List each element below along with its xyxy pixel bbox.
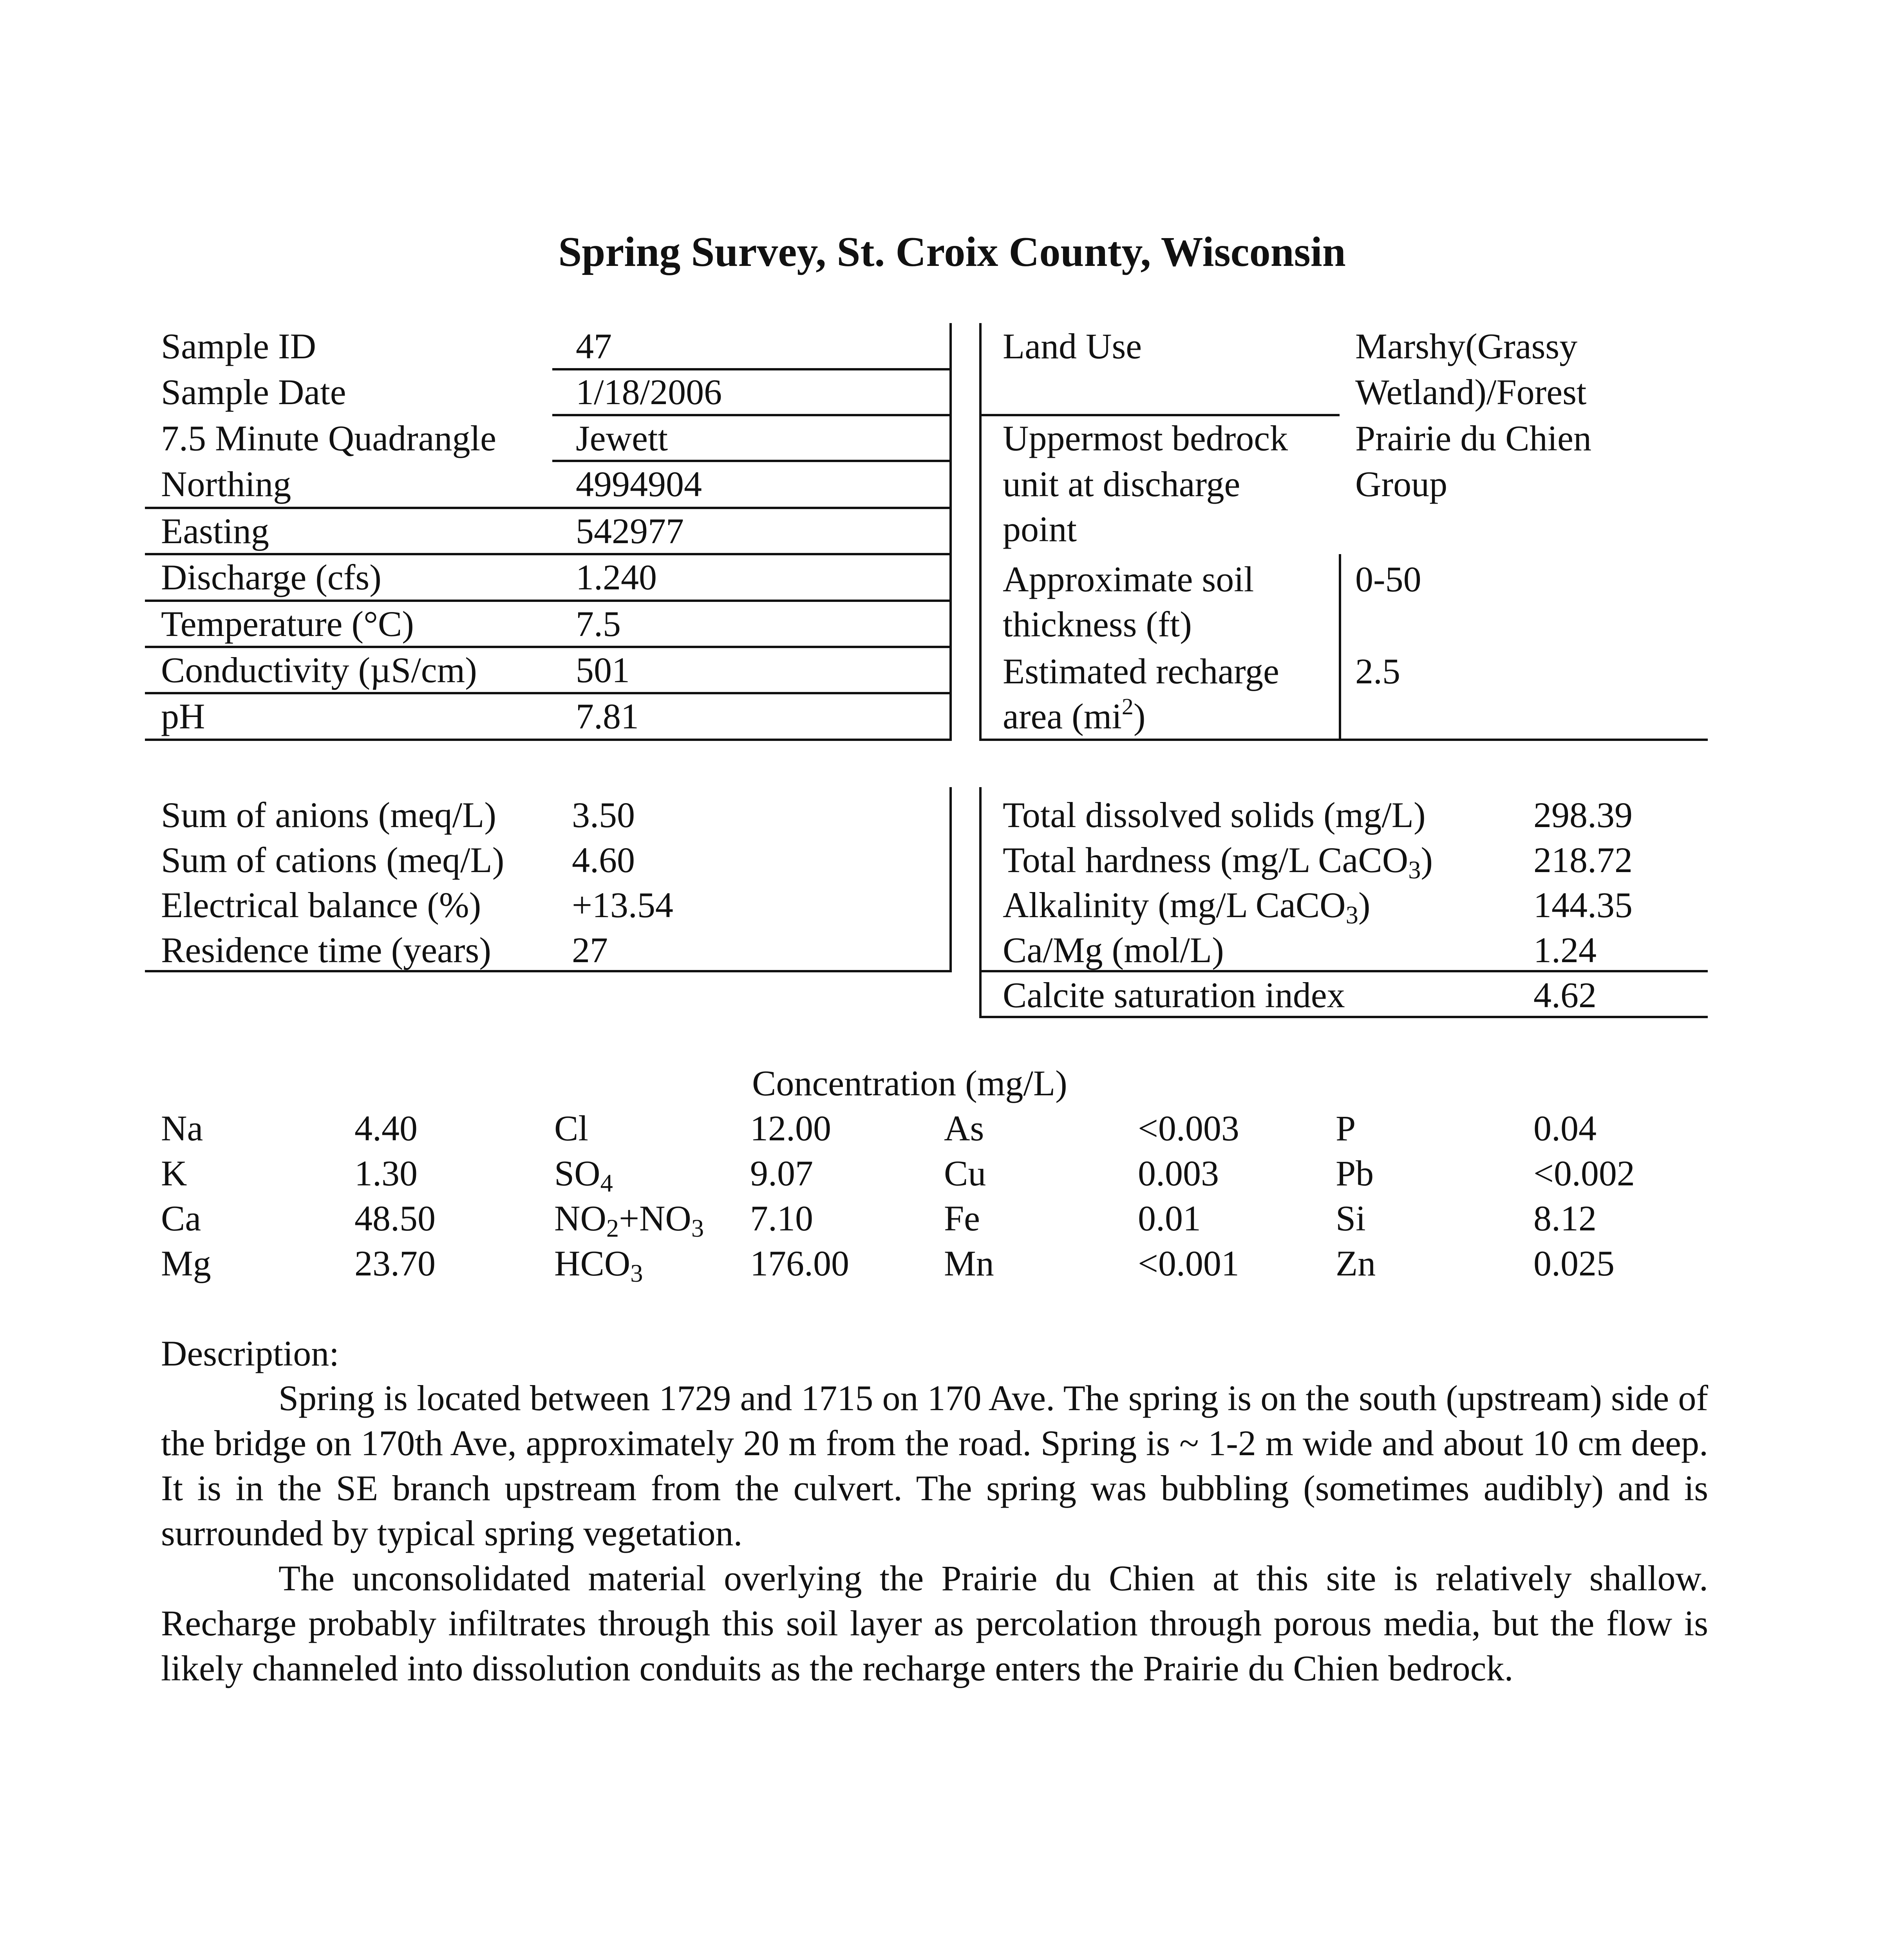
element-name: As — [944, 1108, 984, 1148]
ph-value: 7.81 — [576, 696, 639, 736]
element-name: K — [161, 1153, 187, 1193]
residence-label: Residence time (years) — [161, 930, 491, 970]
element-name: Mg — [161, 1243, 211, 1283]
hardness-label: Total hardness (mg/L CaCO$_3$) — [1003, 840, 1433, 884]
element-name: $SO_4$ — [554, 1153, 613, 1198]
easting-label: Easting — [161, 511, 269, 551]
ph-label: pH — [161, 696, 205, 736]
element-value: 1.30 — [354, 1153, 418, 1193]
row-divider — [979, 1016, 1708, 1018]
quadrangle-value: Jewett — [576, 418, 668, 458]
element-value: 12.00 — [750, 1108, 831, 1148]
land-use-value-line2: Wetland)/Forest — [1355, 372, 1587, 412]
discharge-value: 1.240 — [576, 557, 657, 597]
table-edge — [979, 323, 982, 741]
calcite-value: 4.62 — [1533, 975, 1597, 1015]
bedrock-value-line1: Prairie du Chien — [1355, 418, 1591, 458]
quadrangle-label: 7.5 Minute Quadrangle — [161, 418, 496, 458]
bedrock-label-line2: unit at discharge — [1003, 464, 1240, 504]
table-edge — [949, 323, 952, 741]
calcite-label: Calcite saturation index — [1003, 975, 1345, 1015]
element-value: 176.00 — [750, 1243, 849, 1283]
temperature-label: Temperature (°C) — [161, 604, 414, 644]
description-paragraph: The unconsolidated material overlying the Prairie du Chien at this site is relatively shallow. Recharge probably infiltrates through this soil layer as percolation through porous media, but the flow is likely channeled into dissolution conduits as the recharge enters the Prairie du Chien bedrock. — [161, 1558, 1708, 1688]
bedrock-value-line2: Group — [1355, 464, 1448, 504]
element-name: Na — [161, 1108, 203, 1148]
element-name: Mn — [944, 1243, 994, 1283]
anions-value: 3.50 — [572, 795, 635, 835]
row-divider — [552, 414, 952, 416]
element-name: Ca — [161, 1198, 201, 1238]
element-name: Pb — [1336, 1153, 1374, 1193]
element-value: <0.002 — [1533, 1153, 1635, 1193]
element-value: <0.001 — [1138, 1243, 1239, 1283]
page-title: Spring Survey, St. Croix County, Wisconsin — [558, 229, 1346, 275]
element-name: $HCO_3$ — [554, 1243, 643, 1288]
recharge-value: 2.5 — [1355, 651, 1400, 691]
camg-value: 1.24 — [1533, 930, 1597, 970]
northing-label: Northing — [161, 464, 291, 504]
sample-date-value: 1/18/2006 — [576, 372, 722, 412]
tds-value: 298.39 — [1533, 795, 1633, 835]
description-heading: Description: — [161, 1333, 339, 1373]
element-value: 23.70 — [354, 1243, 436, 1283]
temperature-value: 7.5 — [576, 604, 621, 644]
element-value: 8.12 — [1533, 1198, 1597, 1238]
row-divider — [552, 368, 952, 370]
element-name: Fe — [944, 1198, 980, 1238]
description-paragraph: Spring is located between 1729 and 1715 on 170 Ave. The spring is on the south (upstream) side of the bridge on 170th Ave, approximately 20 m from the road. Spring is ~ 1-2 m wide and about 10 cm deep. It is in the SE branch upstream from the culvert. The spring was bubbling (sometimes audibly) and is surrounded by typical spring vegetation. — [161, 1378, 1708, 1553]
row-divider — [145, 507, 952, 509]
row-divider — [979, 739, 1708, 741]
conductivity-label: Conductivity (µS/cm) — [161, 650, 477, 690]
row-divider — [145, 600, 952, 602]
element-value: 0.003 — [1138, 1153, 1219, 1193]
element-name: Cu — [944, 1153, 986, 1193]
element-value: 48.50 — [354, 1198, 436, 1238]
residence-value: 27 — [572, 930, 608, 970]
concentration-heading: Concentration (mg/L) — [752, 1063, 1067, 1103]
element-value: 0.04 — [1533, 1108, 1597, 1148]
element-name: Si — [1336, 1198, 1366, 1238]
element-name: Cl — [554, 1108, 588, 1148]
balance-label: Electrical balance (%) — [161, 885, 481, 925]
alkalinity-label: Alkalinity (mg/L CaCO$_3$) — [1003, 885, 1371, 929]
element-name: $NO_2+NO_3$ — [554, 1198, 704, 1243]
cations-value: 4.60 — [572, 840, 635, 880]
row-divider — [145, 646, 952, 648]
land-use-label: Land Use — [1003, 326, 1142, 366]
soil-label-line1: Approximate soil — [1003, 559, 1254, 599]
row-divider — [145, 970, 952, 972]
bedrock-label-line3: point — [1003, 509, 1077, 549]
soil-value: 0-50 — [1355, 559, 1421, 599]
row-divider — [979, 414, 1340, 416]
row-divider — [145, 553, 952, 555]
discharge-label: Discharge (cfs) — [161, 557, 382, 597]
table-edge — [949, 787, 952, 972]
recharge-label-line2: area $(mi^2)$ — [1003, 694, 1146, 736]
easting-value: 542977 — [576, 511, 684, 551]
element-value: 9.07 — [750, 1153, 813, 1193]
sample-id-label: Sample ID — [161, 326, 316, 366]
element-name: Zn — [1336, 1243, 1376, 1283]
bedrock-label-line1: Uppermost bedrock — [1003, 418, 1288, 458]
conductivity-value: 501 — [576, 650, 630, 690]
element-value: 0.01 — [1138, 1198, 1201, 1238]
element-name: P — [1336, 1108, 1356, 1148]
row-divider — [552, 460, 952, 462]
hardness-value: 218.72 — [1533, 840, 1633, 880]
anions-label: Sum of anions (meq/L) — [161, 795, 496, 835]
element-value: 7.10 — [750, 1198, 813, 1238]
column-divider — [1339, 554, 1341, 741]
land-use-value-line1: Marshy(Grassy — [1355, 326, 1578, 366]
northing-value: 4994904 — [576, 464, 702, 504]
alkalinity-value: 144.35 — [1533, 885, 1633, 925]
balance-value: +13.54 — [572, 885, 673, 925]
recharge-label-line1: Estimated recharge — [1003, 651, 1279, 691]
cations-label: Sum of cations (meq/L) — [161, 840, 504, 880]
element-value: <0.003 — [1138, 1108, 1239, 1148]
table-edge — [979, 787, 982, 1018]
soil-label-line2: thickness (ft) — [1003, 604, 1192, 644]
sample-id-value: 47 — [576, 326, 612, 366]
element-value: 0.025 — [1533, 1243, 1615, 1283]
camg-label: Ca/Mg (mol/L) — [1003, 930, 1224, 970]
sample-date-label: Sample Date — [161, 372, 346, 412]
row-divider — [145, 739, 952, 741]
row-divider — [145, 692, 952, 694]
element-value: 4.40 — [354, 1108, 418, 1148]
row-divider — [979, 970, 1708, 972]
tds-label: Total dissolved solids (mg/L) — [1003, 795, 1426, 835]
